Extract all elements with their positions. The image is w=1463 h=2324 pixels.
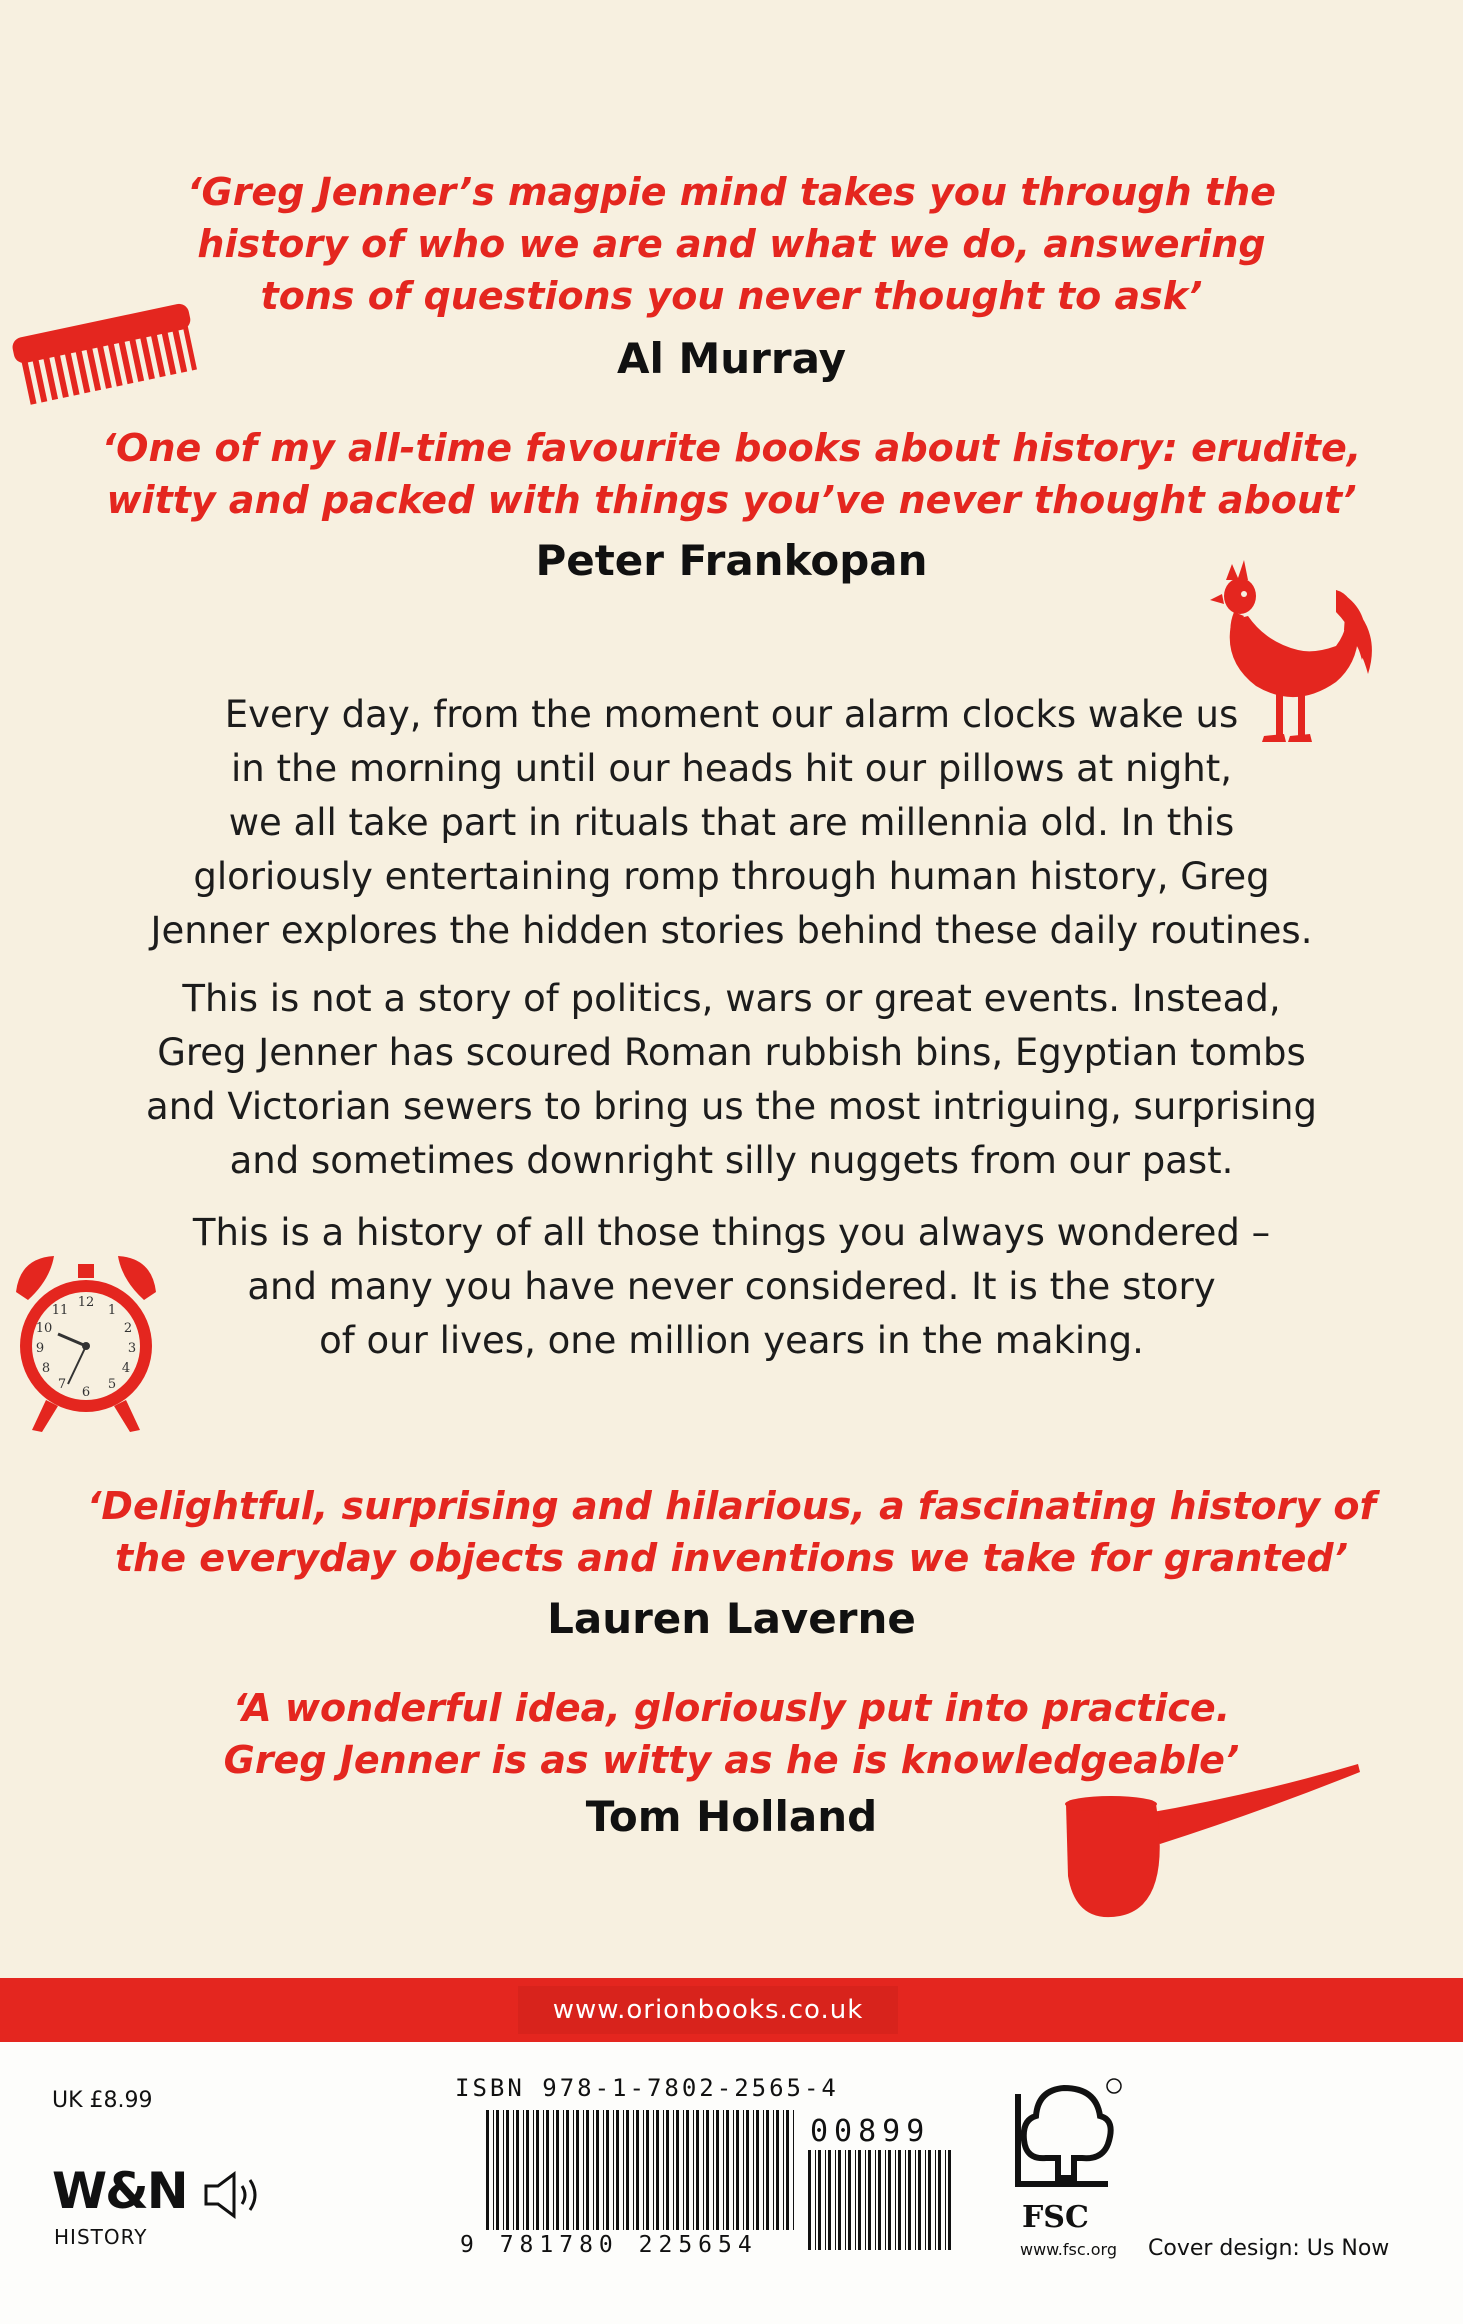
quote-peter-frankopan	[0, 422, 1463, 526]
barcode-bar	[576, 2110, 579, 2230]
barcode-bar	[888, 2150, 891, 2250]
barcode-bar	[773, 2110, 774, 2230]
quote-line: Greg Jenner is as witty as he is knowledgeable’	[223, 1738, 1240, 1782]
fsc-tree-icon	[1004, 2074, 1124, 2198]
quote-line: ‘One of my all-time favourite books about history: erudite,	[101, 426, 1362, 470]
svg-text:10: 10	[35, 1321, 53, 1336]
barcode-bar	[743, 2110, 744, 2230]
isbn-label: ISBN 978-1-7802-2565-4	[455, 2074, 839, 2102]
fsc-url: www.fsc.org	[1020, 2240, 1117, 2259]
barcode-bar	[753, 2110, 754, 2230]
barcode-bar	[858, 2150, 861, 2250]
barcode-bar	[865, 2150, 866, 2250]
barcode-bar	[503, 2110, 504, 2230]
blurb-line: Jenner explores the hidden stories behind these daily routines.	[150, 909, 1313, 952]
quote-author: Peter Frankopan	[535, 536, 928, 585]
price-addon-digits: 00899	[810, 2114, 931, 2149]
barcode-bar	[596, 2110, 599, 2230]
barcode-bar	[666, 2110, 669, 2230]
blurb-line: in the morning until our heads hit our pillows at night,	[230, 747, 1233, 790]
barcode-bar	[935, 2150, 936, 2250]
barcode-bar	[848, 2150, 851, 2250]
barcode-bar	[676, 2110, 679, 2230]
barcode-bar	[855, 2150, 856, 2250]
barcode-bar	[793, 2110, 794, 2230]
comb-icon	[6, 300, 206, 410]
svg-text:9: 9	[35, 1341, 45, 1356]
barcode-bar	[948, 2150, 951, 2250]
barcode-bar	[786, 2110, 789, 2230]
barcode-bar	[736, 2110, 739, 2230]
barcode-bar	[593, 2110, 594, 2230]
quote-author: Lauren Laverne	[547, 1594, 916, 1643]
blurb-line: and many you have never considered. It is the story	[247, 1265, 1216, 1308]
barcode-bar	[875, 2150, 876, 2250]
barcode-bar	[905, 2150, 906, 2250]
speaker-icon	[200, 2170, 270, 2220]
rooster-icon	[1186, 550, 1386, 760]
barcode-bar	[533, 2110, 534, 2230]
barcode-bar	[915, 2150, 916, 2250]
barcode-digits: 9 781780 225654	[460, 2232, 758, 2258]
svg-text:6: 6	[81, 1385, 91, 1400]
cover-credit: Cover design: Us Now	[1148, 2236, 1390, 2261]
barcode-bar	[845, 2150, 846, 2250]
barcode-bar	[706, 2110, 709, 2230]
quote-line: ‘Greg Jenner’s magpie mind takes you through the	[187, 170, 1276, 214]
svg-text:7: 7	[57, 1377, 67, 1392]
blurb-line: of our lives, one million years in the making.	[319, 1319, 1144, 1362]
barcode-bar	[526, 2110, 529, 2230]
barcode-bar	[633, 2110, 634, 2230]
barcode-bar	[868, 2150, 871, 2250]
barcode-bar	[693, 2110, 694, 2230]
svg-text:12: 12	[77, 1295, 95, 1310]
barcode-bar	[818, 2150, 821, 2250]
barcode-bar	[623, 2110, 624, 2230]
barcode-bar	[646, 2110, 649, 2230]
svg-text:2: 2	[123, 1321, 133, 1336]
svg-text:5: 5	[107, 1377, 117, 1392]
price-barcode	[806, 2150, 956, 2250]
barcode-bar	[908, 2150, 911, 2250]
barcode-bar	[878, 2150, 881, 2250]
barcode-bar	[563, 2110, 564, 2230]
svg-text:1: 1	[107, 1303, 117, 1318]
barcode-bar	[703, 2110, 704, 2230]
barcode-bar	[523, 2110, 524, 2230]
barcode-bar	[606, 2110, 609, 2230]
barcode-bar	[945, 2150, 946, 2250]
barcode-bar	[828, 2150, 831, 2250]
barcode	[484, 2110, 800, 2230]
barcode-bar	[496, 2110, 499, 2230]
barcode-bar	[566, 2110, 569, 2230]
quote-line: tons of questions you never thought to ask’	[260, 274, 1203, 318]
svg-text:8: 8	[41, 1361, 51, 1376]
quote-al-murray	[0, 166, 1463, 322]
barcode-bar	[546, 2110, 549, 2230]
barcode-bar	[928, 2150, 931, 2250]
blurb-line: This is not a story of politics, wars or great events. Instead,	[182, 977, 1281, 1020]
barcode-bar	[763, 2110, 764, 2230]
barcode-bar	[626, 2110, 629, 2230]
publisher-logo: W&N	[52, 2162, 187, 2220]
barcode-bar	[726, 2110, 729, 2230]
barcode-bar	[683, 2110, 684, 2230]
blurb-line: and Victorian sewers to bring us the most intriguing, surprising	[146, 1085, 1317, 1128]
barcode-bar	[493, 2110, 494, 2230]
blurb-line: gloriously entertaining romp through human history, Greg	[193, 855, 1270, 898]
barcode-bar	[835, 2150, 836, 2250]
blurb-paragraph	[0, 1206, 1463, 1368]
barcode-bar	[686, 2110, 689, 2230]
barcode-bar	[825, 2150, 826, 2250]
fsc-label: FSC	[1022, 2200, 1089, 2235]
barcode-bar	[603, 2110, 604, 2230]
barcode-bar	[583, 2110, 584, 2230]
blurb-line: and sometimes downright silly nuggets from our past.	[229, 1139, 1234, 1182]
barcode-bar	[783, 2110, 784, 2230]
publisher-url-link[interactable]: www.orionbooks.co.uk	[518, 1986, 898, 2034]
barcode-bar	[616, 2110, 619, 2230]
barcode-bar	[636, 2110, 639, 2230]
barcode-bar	[716, 2110, 719, 2230]
barcode-bar	[746, 2110, 749, 2230]
barcode-bar	[556, 2110, 559, 2230]
svg-text:4: 4	[121, 1361, 131, 1376]
svg-text:3: 3	[127, 1341, 137, 1356]
barcode-bar	[673, 2110, 674, 2230]
quote-author: Tom Holland	[585, 1792, 878, 1841]
barcode-bar	[885, 2150, 886, 2250]
alarm-clock-icon	[6, 1240, 166, 1440]
imprint-label: HISTORY	[54, 2225, 148, 2249]
barcode-bar	[925, 2150, 926, 2250]
barcode-bar	[815, 2150, 816, 2250]
barcode-bar	[506, 2110, 509, 2230]
barcode-bar	[573, 2110, 574, 2230]
barcode-bar	[643, 2110, 644, 2230]
barcode-bar	[723, 2110, 724, 2230]
barcode-bar	[696, 2110, 699, 2230]
quote-line: history of who we are and what we do, answering	[197, 222, 1266, 266]
barcode-bar	[918, 2150, 921, 2250]
barcode-bar	[543, 2110, 544, 2230]
barcode-bar	[766, 2110, 769, 2230]
barcode-bar	[895, 2150, 896, 2250]
barcode-bar	[513, 2110, 514, 2230]
barcode-bar	[713, 2110, 714, 2230]
barcode-bar	[776, 2110, 779, 2230]
blurb-line: Greg Jenner has scoured Roman rubbish bins, Egyptian tombs	[157, 1031, 1306, 1074]
pipe-icon	[1060, 1756, 1360, 1936]
blurb-paragraph	[0, 972, 1463, 1188]
quote-line: the everyday objects and inventions we take for granted’	[114, 1536, 1348, 1580]
barcode-bar	[536, 2110, 539, 2230]
barcode-bar	[613, 2110, 614, 2230]
quote-author: Al Murray	[616, 334, 847, 383]
barcode-bar	[586, 2110, 589, 2230]
svg-text:11: 11	[51, 1303, 69, 1318]
quote-line: witty and packed with things you’ve never thought about’	[106, 478, 1357, 522]
blurb-line: Every day, from the moment our alarm clocks wake us	[224, 693, 1239, 736]
quote-line: ‘Delightful, surprising and hilarious, a fascinating history of	[86, 1484, 1376, 1528]
barcode-bar	[516, 2110, 519, 2230]
barcode-bar	[653, 2110, 654, 2230]
blurb-line: we all take part in rituals that are millennia old. In this	[228, 801, 1235, 844]
barcode-bar	[756, 2110, 759, 2230]
barcode-bar	[486, 2110, 489, 2230]
barcode-bar	[733, 2110, 734, 2230]
blurb-line: This is a history of all those things you always wondered –	[192, 1211, 1271, 1254]
barcode-bar	[553, 2110, 554, 2230]
barcode-bar	[898, 2150, 901, 2250]
barcode-bar	[656, 2110, 659, 2230]
quote-lauren-laverne	[0, 1480, 1463, 1584]
barcode-bar	[808, 2150, 811, 2250]
price-label: UK £8.99	[52, 2088, 153, 2113]
barcode-bar	[663, 2110, 664, 2230]
quote-line: ‘A wonderful idea, gloriously put into practice.	[232, 1686, 1231, 1730]
barcode-bar	[838, 2150, 841, 2250]
barcode-bar	[938, 2150, 941, 2250]
